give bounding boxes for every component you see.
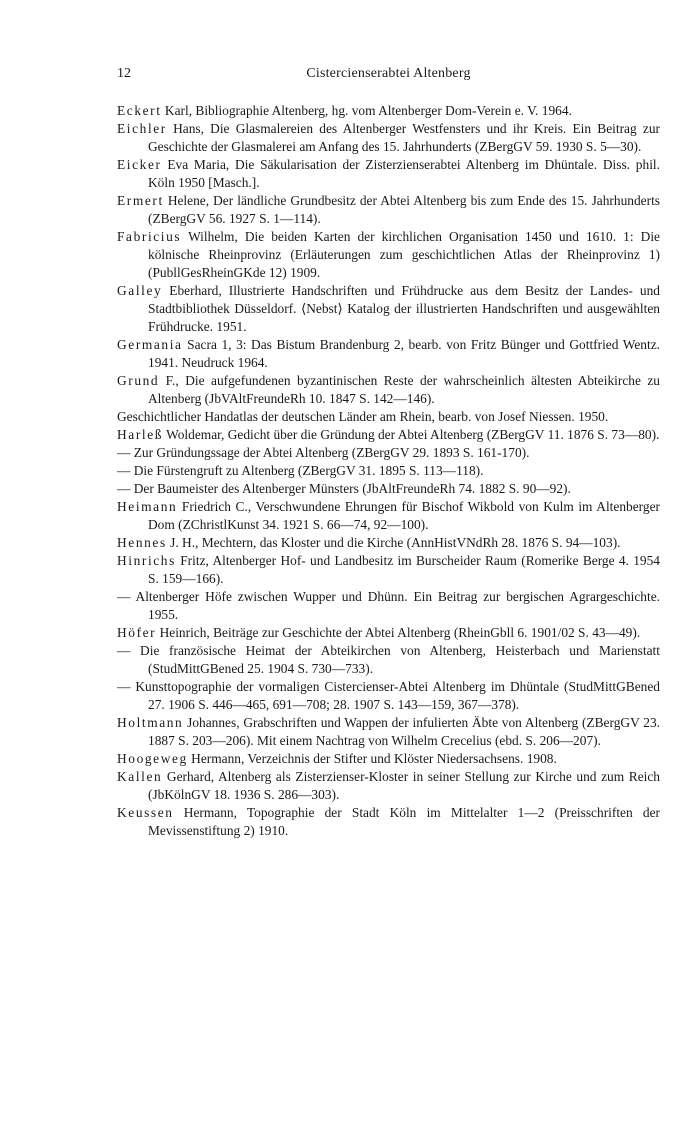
entry-author: Kallen <box>117 769 163 784</box>
entry-author: Harleß <box>117 427 164 442</box>
bibliography-entry <box>117 588 660 624</box>
page-header <box>117 66 660 88</box>
entry-text: Friedrich C., Verschwundene Ehrungen für Bischof Wikbold von Kulm im Altenberger Dom (ZChristlKunst 34. 1921 S. 66—74, 92—100). <box>148 499 660 532</box>
bibliography-entry <box>117 768 660 804</box>
entry-text: Karl, Bibliographie Altenberg, hg. vom Altenberger Dom-Verein e. V. 1964. <box>161 103 572 118</box>
entry-author: Fabricius <box>117 229 182 244</box>
entry-text: Geschichtlicher Handatlas der deutschen Länder am Rhein, bearb. von Josef Niessen. 1950. <box>117 409 609 424</box>
entry-text: — Die französische Heimat der Abteikirchen von Altenberg, Heisterbach und Marienstatt (StudMittGBened 25. 1904 S. 730—733). <box>117 643 660 676</box>
bibliography-entry <box>117 642 660 678</box>
bibliography-entry <box>117 750 660 768</box>
entry-text: Hermann, Topographie der Stadt Köln im Mittelalter 1—2 (Preisschriften der Mevissenstiftung 2) 1910. <box>148 805 660 838</box>
bibliography-entry <box>117 426 660 444</box>
entry-text: Hans, Die Glasmalereien des Altenberger Westfensters und ihr Kreis. Ein Beitrag zur Geschichte der Glasmalerei am Anfang des 15. Jahrhunderts (ZBergGV 59. 1930 S. 5—30). <box>148 121 660 154</box>
entry-text: Hermann, Verzeichnis der Stifter und Klöster Niedersachsens. 1908. <box>187 751 557 766</box>
entry-author: Heimann <box>117 499 178 514</box>
entry-text: Woldemar, Gedicht über die Gründung der Abtei Altenberg (ZBergGV 11. 1876 S. 73—80). <box>163 427 660 442</box>
entry-text: Wilhelm, Die beiden Karten der kirchlichen Organisation 1450 und 1610. 1: Die kölnische Rheinprovinz (Erläuterungen zum geschichtlichen Atlas der Rheinprovinz 1) (PubllGesRheinGKde 12) 1909. <box>148 229 660 280</box>
bibliography-entry <box>117 498 660 534</box>
entry-author: Höfer <box>117 625 157 640</box>
entry-text: Eva Maria, Die Säkularisation der Zisterzienserabtei Altenberg im Dhüntale. Diss. phil. Köln 1950 [Masch.]. <box>148 157 660 190</box>
entry-author: Eicker <box>117 157 162 172</box>
entry-text: — Zur Gründungssage der Abtei Altenberg (ZBergGV 29. 1893 S. 161-170). <box>117 445 530 460</box>
running-title: Cistercienserabtei Altenberg <box>306 66 471 81</box>
document-page <box>117 66 660 840</box>
bibliography-entry <box>117 444 660 462</box>
entry-author: Hoogeweg <box>117 751 188 766</box>
entry-text: Johannes, Grabschriften und Wappen der infulierten Äbte von Altenberg (ZBergGV 23. 1887 S. 203—206). Mit einem Nachtrag von Wilhelm Crecelius (ebd. S. 206—207). <box>148 715 660 748</box>
entry-text: F., Die aufgefundenen byzantinischen Reste der wahrscheinlich ältesten Abteikirche zu Altenberg (JbVAltFreundeRh 10. 1847 S. 142—146). <box>148 373 660 406</box>
bibliography-entry <box>117 156 660 192</box>
entry-author: Grund <box>117 373 160 388</box>
entry-text: Eberhard, Illustrierte Handschriften und Frühdrucke aus dem Besitz der Landes- und Stadtbibliothek Düsseldorf. ⟨Nebst⟩ Katalog der illustrierten Handschriften und ausgewählten Frühdrucke. 1951. <box>148 283 660 334</box>
entry-text: — Altenberger Höfe zwischen Wupper und Dhünn. Ein Beitrag zur bergischen Agrargeschichte. 1955. <box>117 589 660 622</box>
bibliography-entry <box>117 534 660 552</box>
entry-author: Eckert <box>117 103 162 118</box>
entry-author: Hinrichs <box>117 553 176 568</box>
entry-author: Ermert <box>117 193 164 208</box>
entry-author: Galley <box>117 283 163 298</box>
bibliography-entry <box>117 102 660 120</box>
bibliography-entry <box>117 714 660 750</box>
entry-text: Gerhard, Altenberg als Zisterzienser-Kloster in seiner Stellung zur Kirche und zum Reich (JbKölnGV 18. 1936 S. 286—303). <box>148 769 660 802</box>
entry-author: Eichler <box>117 121 167 136</box>
bibliography-entry <box>117 462 660 480</box>
entry-text: Fritz, Altenberger Hof- und Landbesitz im Burscheider Raum (Romerike Berge 4. 1954 S. 159—166). <box>148 553 660 586</box>
entry-author: Hennes <box>117 535 167 550</box>
bibliography-entry <box>117 336 660 372</box>
bibliography-entry <box>117 282 660 336</box>
entry-text: — Der Baumeister des Altenberger Münsters (JbAltFreundeRh 74. 1882 S. 90—92). <box>117 481 571 496</box>
bibliography-entry <box>117 678 660 714</box>
bibliography-entry <box>117 372 660 408</box>
bibliography-entry <box>117 804 660 840</box>
page-number: 12 <box>117 66 131 81</box>
entry-author: Germania <box>117 337 183 352</box>
entry-author: Keussen <box>117 805 174 820</box>
entry-text: Heinrich, Beiträge zur Geschichte der Abtei Altenberg (RheinGbll 6. 1901/02 S. 43—49). <box>156 625 641 640</box>
bibliography-entry <box>117 408 660 426</box>
bibliography-list <box>117 102 660 840</box>
bibliography-entry <box>117 480 660 498</box>
entry-text: Sacra 1, 3: Das Bistum Brandenburg 2, bearb. von Fritz Bünger und Gottfried Wentz. 1941. Neudruck 1964. <box>148 337 660 370</box>
entry-text: Helene, Der ländliche Grundbesitz der Abtei Altenberg bis zum Ende des 15. Jahrhunderts (ZBergGV 56. 1927 S. 1—114). <box>148 193 660 226</box>
bibliography-entry <box>117 228 660 282</box>
entry-text: J. H., Mechtern, das Kloster und die Kirche (AnnHistVNdRh 28. 1876 S. 94—103). <box>166 535 621 550</box>
entry-text: — Die Fürstengruft zu Altenberg (ZBergGV 31. 1895 S. 113—118). <box>117 463 484 478</box>
bibliography-entry <box>117 192 660 228</box>
bibliography-entry <box>117 120 660 156</box>
entry-text: — Kunsttopographie der vormaligen Cistercienser-Abtei Altenberg im Dhüntale (StudMittGBened 27. 1906 S. 446—465, 691—708; 28. 1907 S. 143—159, 367—378). <box>117 679 660 712</box>
bibliography-entry <box>117 552 660 588</box>
bibliography-entry <box>117 624 660 642</box>
entry-author: Holtmann <box>117 715 184 730</box>
